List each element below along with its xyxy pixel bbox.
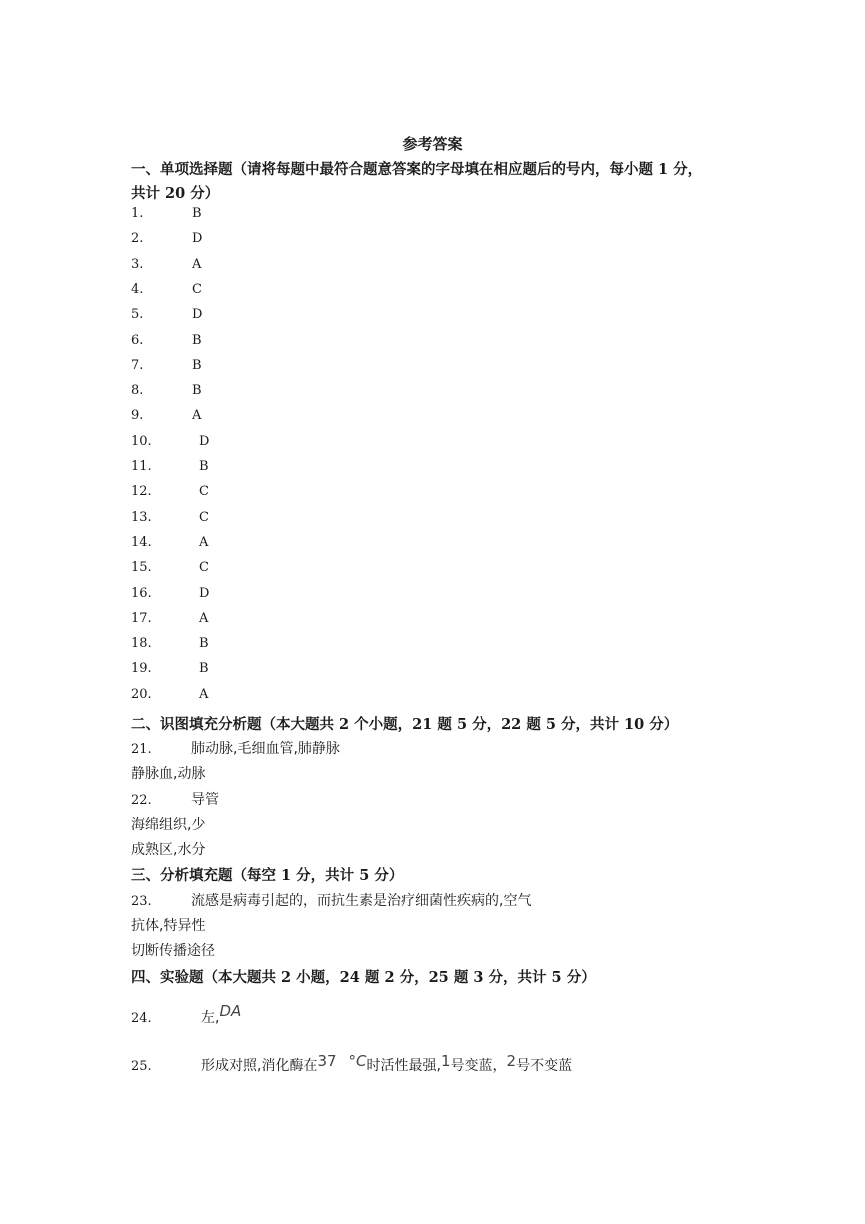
answer-number: 18. — [131, 636, 152, 651]
section4-heading: 四、实验题（本大题共 2 小题，24 题 2 分，25 题 3 分，共计 5 分） — [131, 969, 596, 986]
answer-letter: B — [192, 333, 202, 348]
answer-row — [131, 660, 209, 676]
answer-number: 8. — [131, 383, 144, 398]
q22-line — [131, 789, 219, 809]
answer-row — [131, 357, 202, 373]
answer-letter: C — [192, 282, 202, 297]
q23-line — [131, 890, 531, 910]
q23-answer-a: 流感是病毒引起的，而抗生素是治疗细菌性疾病的,空气 — [191, 893, 532, 909]
answer-number: 7. — [131, 358, 144, 373]
q22-answer-c: 成熟区,水分 — [131, 842, 206, 858]
q25-text-1: 形成对照,消化酶在 — [201, 1058, 318, 1074]
q24-answer-text: 左, — [201, 1010, 220, 1026]
answer-row — [131, 256, 201, 272]
section3-heading: 三、分析填充题（每空 1 分，共计 5 分） — [131, 867, 404, 884]
answer-letter: C — [199, 510, 209, 525]
answer-letter: A — [192, 257, 202, 272]
answer-letter: C — [199, 560, 209, 575]
answer-number: 13. — [131, 510, 152, 525]
q23-line-c — [131, 940, 215, 960]
q25-number: 25. — [131, 1059, 152, 1074]
answer-letter: A — [199, 611, 209, 626]
answer-number: 2. — [131, 231, 144, 246]
answer-letter: D — [199, 434, 210, 449]
q21-number: 21. — [131, 742, 152, 757]
answer-row — [131, 281, 202, 297]
answer-letter: D — [199, 586, 210, 601]
answer-letter: A — [199, 535, 209, 550]
answer-row — [131, 205, 202, 221]
answer-row — [131, 332, 202, 348]
q24-number: 24. — [131, 1011, 152, 1026]
q21-answer-b: 静脉血,动脉 — [131, 766, 206, 782]
answer-number: 17. — [131, 611, 152, 626]
answer-number: 12. — [131, 484, 152, 499]
answer-number: 1. — [131, 206, 144, 221]
section2-heading: 二、识图填充分析题（本大题共 2 个小题，21 题 5 分，22 题 5 分，共计 10 分） — [131, 716, 679, 733]
answer-letter: B — [199, 636, 209, 651]
q22-answer-a: 导管 — [191, 792, 219, 808]
answer-letter: D — [192, 307, 203, 322]
page-title: 参考答案 — [402, 135, 463, 153]
q25-line — [131, 1052, 573, 1075]
q24-line — [131, 1002, 242, 1027]
answer-row — [131, 306, 202, 322]
q25-math-temperature: 37 — [317, 1052, 337, 1070]
answer-row — [131, 407, 201, 423]
answer-row — [131, 610, 208, 626]
q23-answer-b: 抗体,特异性 — [131, 918, 206, 934]
answer-number: 15. — [131, 560, 152, 575]
answer-row — [131, 686, 208, 702]
q24-answer-math: DA — [219, 1002, 242, 1020]
q21-line-b — [131, 763, 205, 783]
answer-number: 9. — [131, 408, 144, 423]
q23-number: 23. — [131, 894, 152, 909]
answer-number: 19. — [131, 661, 152, 676]
answer-number: 3. — [131, 257, 144, 272]
answer-letter: D — [192, 231, 203, 246]
q22-answer-b: 海绵组织,少 — [131, 817, 206, 833]
q22-line-b — [131, 814, 205, 834]
answer-number: 4. — [131, 282, 144, 297]
answer-row — [131, 509, 209, 525]
answer-letter: A — [199, 687, 209, 702]
answer-letter: B — [192, 206, 202, 221]
answer-row — [131, 483, 209, 499]
answer-number: 5. — [131, 307, 144, 322]
q25-text-2: 时活性最强, — [366, 1058, 441, 1074]
q25-math-tube1: 1 — [440, 1052, 451, 1070]
section1-heading-line1: 一、单项选择题（请将每题中最符合题意答案的字母填在相应题后的号内，每小题 1 分， — [131, 161, 703, 178]
answer-row — [131, 458, 209, 474]
answer-row — [131, 585, 209, 601]
answer-row — [131, 559, 209, 575]
answer-letter: B — [192, 358, 202, 373]
answer-letter: A — [192, 408, 202, 423]
answer-letter: C — [199, 484, 209, 499]
q23-line-b — [131, 915, 205, 935]
answer-row — [131, 382, 202, 398]
answer-row — [131, 230, 202, 246]
q22-line-c — [131, 839, 205, 859]
answer-number: 14. — [131, 535, 152, 550]
answer-letter: B — [192, 383, 202, 398]
q21-answer-a: 肺动脉,毛细血管,肺静脉 — [191, 741, 340, 757]
q25-text-4: 号不变蓝 — [516, 1058, 573, 1074]
answer-number: 20. — [131, 687, 152, 702]
q22-number: 22. — [131, 793, 152, 808]
answer-row — [131, 433, 209, 449]
q25-math-tube2: 2 — [506, 1052, 517, 1070]
answer-number: 11. — [131, 459, 152, 474]
answer-letter: B — [199, 661, 209, 676]
q25-math-unit: °C — [348, 1052, 367, 1070]
q25-text-3: 号变蓝， — [450, 1058, 507, 1074]
section1-heading-line2: 共计 20 分） — [131, 185, 220, 202]
answer-row — [131, 534, 208, 550]
answer-number: 16. — [131, 586, 152, 601]
answer-row — [131, 635, 209, 651]
q21-line — [131, 738, 340, 758]
answer-letter: B — [199, 459, 209, 474]
answer-number: 6. — [131, 333, 144, 348]
answer-number: 10. — [131, 434, 152, 449]
q23-answer-c: 切断传播途径 — [131, 943, 215, 959]
